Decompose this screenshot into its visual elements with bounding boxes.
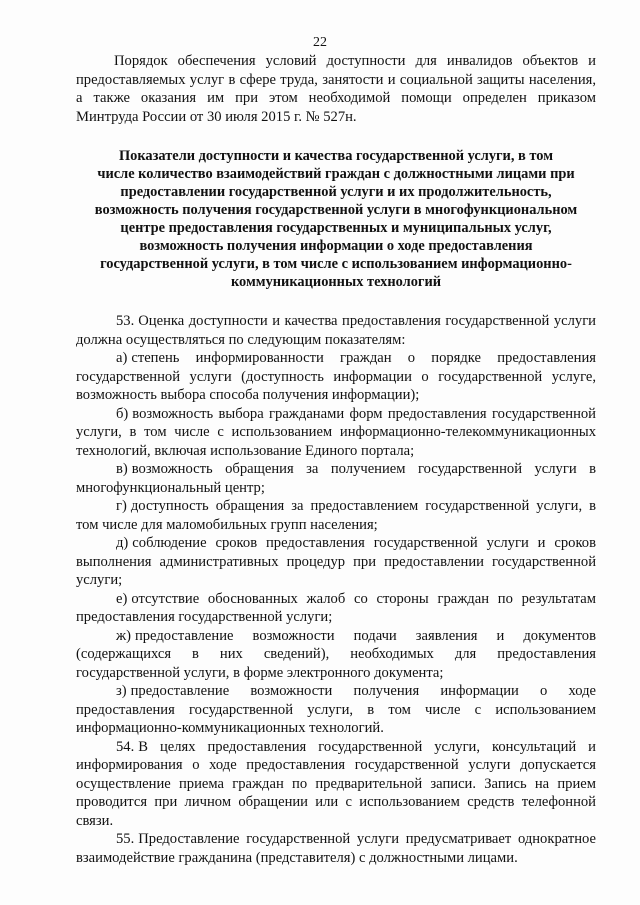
intro-paragraph: Порядок обеспечения условий доступности для инвалидов объектов и предоставляемых услуг в сфере труда, занятости и социальной защиты населения, а также оказания им при этом необходимой помощи определен приказом Минтруда России от 30 июля 2015 г. № 527н.	[76, 53, 596, 125]
subclause-text: предоставление возможности получения информации о ходе предоставления государственной услуги, в том числе с использованием информационно-коммуникационных технологий.	[76, 683, 596, 736]
subclause-g	[76, 497, 596, 534]
subclause-letter: з)	[116, 683, 127, 699]
subclause-text: возможность выбора гражданами форм предоставления государственной услуги, в том числе с использованием информационно-телекоммуникационных технологий, включая использование Единого портала;	[76, 405, 596, 459]
subclause-letter: е)	[116, 590, 128, 607]
heading-line: возможность получения информации о ходе предоставления	[139, 238, 533, 254]
subclause-letter: д)	[116, 535, 129, 551]
heading-line: числе количество взаимодействий граждан с должностными лицами при	[97, 166, 575, 182]
subclause-a	[76, 349, 596, 405]
clause-text: Предоставление государственной услуги предусматривает однократное взаимодействие гражданина (представителя) с должностными лицами.	[76, 831, 596, 866]
page-number: 22	[313, 35, 327, 50]
clause-number: 54.	[116, 738, 135, 755]
clause-text: Оценка доступности и качества предоставления государственной услуги должна осуществляться по следующим показателям:	[76, 313, 596, 348]
subclause-letter: в)	[116, 461, 128, 477]
heading-line: государственной услуги, в том числе с использованием информационно-	[100, 256, 572, 272]
clause-number: 53.	[116, 313, 135, 329]
subclause-letter: ж)	[116, 627, 131, 644]
subclause-text: степень информированности граждан о порядке предоставления государственной услуги (доступность информации о государственной услуге, возможность выбора способа получения информации);	[76, 350, 596, 403]
section-heading	[76, 147, 596, 291]
clause-54	[76, 738, 596, 831]
subclause-text: предоставление возможности подачи заявления и документов (содержащихся в них сведений), необходимых для предоставления государственной услуги, в форме электронного документа;	[76, 627, 596, 681]
subclause-d	[76, 534, 596, 590]
subclause-z	[76, 682, 596, 738]
clause-text: В целях предоставления государственной услуги, консультаций и информирования о ходе предоставления государственной услуги допускается осуществление приема граждан по предварительной записи. Запись на прием проводится при личном обращении или с использованием средств телефонной связи.	[76, 738, 596, 829]
subclause-letter: а)	[116, 350, 128, 366]
heading-line: предоставлении государственной услуги и их продолжительность,	[120, 184, 552, 200]
subclause-text: отсутствие обоснованных жалоб со стороны граждан по результатам предоставления государственной услуги;	[76, 590, 596, 625]
subclause-text: возможность обращения за получением государственной услуги в многофункциональный центр;	[76, 461, 596, 496]
subclause-zh	[76, 627, 596, 683]
subclause-e	[76, 590, 596, 627]
heading-line: Показатели доступности и качества государственной услуги, в том	[118, 148, 554, 164]
subclause-v	[76, 460, 596, 497]
heading-line: коммуникационных технологий	[230, 274, 442, 290]
document-body	[76, 52, 596, 867]
subclause-text: доступность обращения за предоставлением государственной услуги, в том числе для маломобильных групп населения;	[76, 498, 596, 533]
clause-number: 55.	[116, 831, 135, 847]
subclause-letter: б)	[116, 405, 129, 422]
clause-53	[76, 312, 596, 349]
subclause-text: соблюдение сроков предоставления государственной услуги и сроков выполнения административных процедур при предоставлении государственной услуги;	[76, 535, 596, 588]
clause-55	[76, 830, 596, 867]
subclause-b	[76, 405, 596, 461]
subclause-letter: г)	[116, 498, 127, 514]
heading-line: центре предоставления государственных и муниципальных услуг,	[120, 220, 552, 236]
heading-line: возможность получения государственной услуги в многофункциональном	[94, 202, 578, 218]
